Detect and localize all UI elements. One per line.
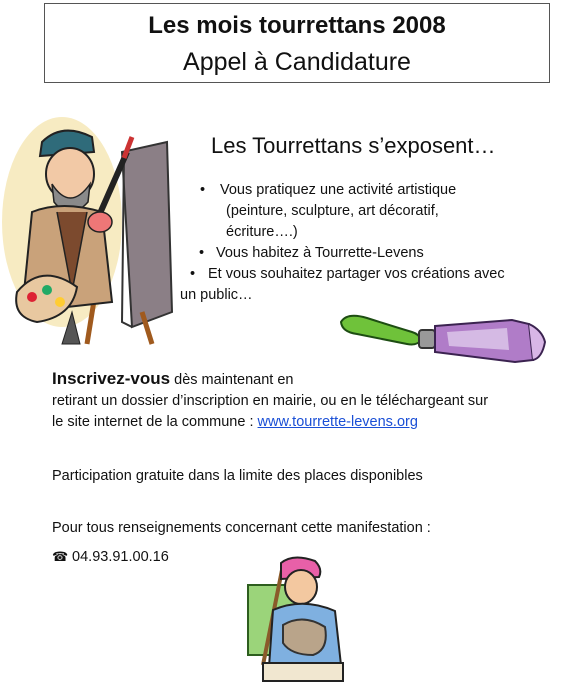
page-subtitle: Appel à Candidature [183, 48, 411, 76]
section-heading: Les Tourrettans s’exposent… [211, 133, 496, 158]
bullet-icon: • [199, 245, 205, 261]
list-item [180, 180, 550, 243]
list-item [180, 243, 550, 264]
bullet-text: Vous pratiquez une activité artistique [220, 182, 457, 198]
bullet-text: (peinture, sculpture, art décoratif, [226, 203, 439, 219]
bullet-text: Et vous souhaitez partager vos créations avec [208, 266, 505, 282]
bullet-icon: • [200, 182, 206, 198]
contact-label: Pour tous renseignements concernant cette manifestation : [52, 520, 431, 536]
phone-icon: ☎ [52, 549, 69, 564]
signup-text: dès maintenant en [170, 372, 294, 388]
signup-lead: Inscrivez-vous [52, 369, 171, 388]
title-box [44, 3, 550, 83]
signup-paragraph [52, 368, 552, 433]
painter-clipart-icon [2, 112, 180, 347]
list-item [180, 264, 550, 306]
bullet-icon: • [190, 266, 196, 282]
bullet-list [180, 180, 550, 306]
bullet-text: Vous habitez à Tourrette-Levens [216, 245, 424, 261]
signup-text: le site internet de la commune : [52, 414, 258, 430]
page-title: Les mois tourrettans 2008 [148, 12, 446, 39]
sculptor-clipart-icon [243, 555, 348, 685]
bullet-text: un public… [180, 287, 253, 303]
website-link[interactable]: www.tourrette-levens.org [257, 414, 418, 430]
participation-text: Participation gratuite dans la limite des places disponibles [52, 468, 423, 484]
phone-number: 04.93.91.00.16 [72, 549, 169, 565]
signup-text: retirant un dossier d’inscription en mairie, ou en le téléchargeant sur [52, 393, 489, 409]
bullet-text: écriture….) [226, 224, 298, 240]
paint-tube-clipart-icon [337, 310, 549, 372]
